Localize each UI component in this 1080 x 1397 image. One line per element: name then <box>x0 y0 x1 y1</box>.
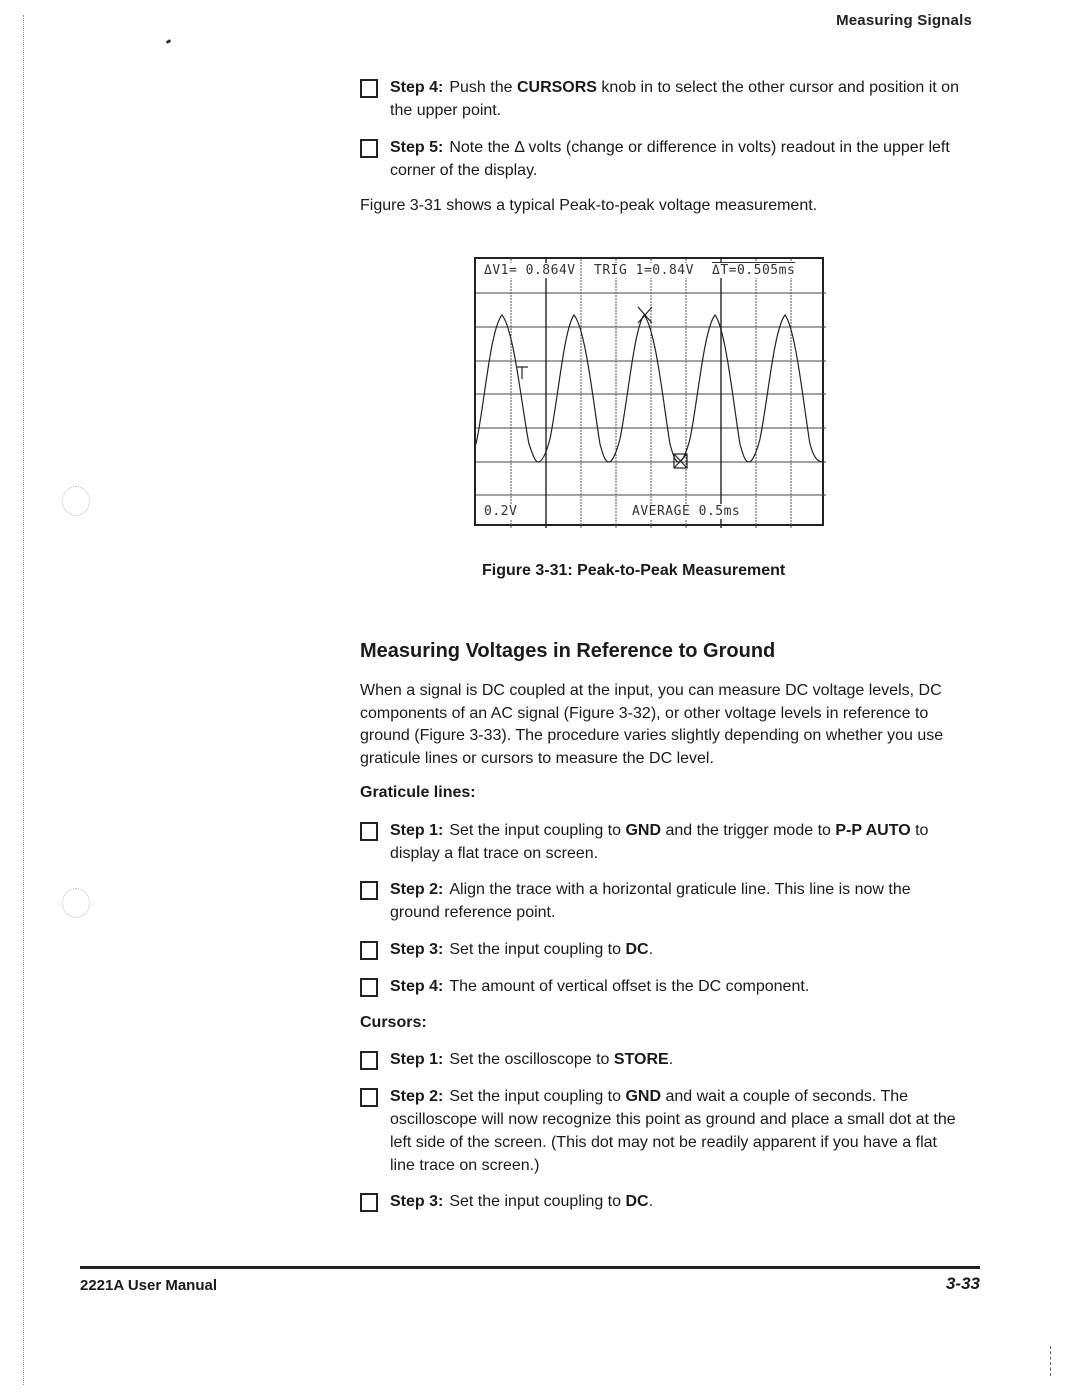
step-text: to display a flat trace on screen. <box>390 822 929 862</box>
step-text: Push the <box>449 79 517 96</box>
checkbox-icon[interactable] <box>360 1051 378 1070</box>
graticule-heading: Graticule lines: <box>360 784 476 801</box>
footer-rule <box>80 1266 980 1269</box>
step-text: Set the oscilloscope to <box>449 1051 614 1068</box>
checkbox-icon[interactable] <box>360 79 378 98</box>
checkbox-icon[interactable] <box>360 139 378 158</box>
manual-title: 2221A User Manual <box>80 1277 218 1294</box>
step-item <box>360 1085 960 1177</box>
step-item <box>360 1048 960 1071</box>
step-text: Set the input coupling to <box>449 1088 626 1105</box>
scan-mark <box>1050 1346 1052 1376</box>
acquisition-mode-readout: AVERAGE 0.5ms <box>632 504 741 519</box>
binder-hole-icon <box>62 486 90 516</box>
step-text: . <box>648 1193 654 1210</box>
volts-per-div-readout: 0.2V <box>484 504 518 519</box>
step-bold-text: DC <box>625 941 649 958</box>
step-text: Set the input coupling to <box>449 822 626 839</box>
checkbox-icon[interactable] <box>360 881 378 900</box>
section-intro: When a signal is DC coupled at the input, you can measure DC voltage levels, DC components of an AC signal (Figure 3-32), or other voltage levels in reference to ground (Figure 3-33). The procedure varies slightly depending on whether you use graticule lines or cursors to measure the DC level. <box>360 682 944 767</box>
checkbox-icon[interactable] <box>360 822 378 841</box>
step-label: Step 2: <box>390 1088 444 1105</box>
section-title: Measuring Voltages in Reference to Ground <box>360 640 776 662</box>
checkbox-icon[interactable] <box>360 1193 378 1212</box>
step-label: Step 4: <box>390 79 444 96</box>
step-text: Align the trace with a horizontal graticule line. This line is now the ground reference point. <box>390 881 911 921</box>
step-text: Set the input coupling to <box>449 1193 626 1210</box>
step-bold-text: GND <box>625 822 662 839</box>
step-text: . <box>648 941 654 958</box>
scan-speck <box>166 39 172 44</box>
figure-intro: Figure 3-31 shows a typical Peak-to-peak voltage measurement. <box>360 197 818 214</box>
step-bold-text: STORE <box>613 1051 669 1068</box>
step-item <box>360 938 960 961</box>
scope-waveform-graph <box>476 259 826 528</box>
step-item <box>360 975 960 998</box>
step-text: and wait a couple of seconds. The oscilloscope will now recognize this point as ground and place a small dot at the left side of the screen. (This dot may not be readily apparent if you have a flat line trace on screen.) <box>390 1088 956 1174</box>
step-text: . <box>668 1051 674 1068</box>
figure-caption: Figure 3-31: Peak-to-Peak Measurement <box>482 562 786 579</box>
oscilloscope-display-figure <box>474 257 824 526</box>
trigger-readout: TRIG 1=0.84V <box>594 263 694 278</box>
step-label: Step 1: <box>390 822 444 839</box>
step-label: Step 3: <box>390 941 444 958</box>
step-item <box>360 136 960 182</box>
step-item <box>360 76 960 122</box>
step-bold-text: GND <box>625 1088 662 1105</box>
delta-volts-readout: ΔV1= 0.864V <box>484 263 576 278</box>
step-bold-text: P-P AUTO <box>835 822 911 839</box>
step-text: Set the input coupling to <box>449 941 626 958</box>
cursors-heading: Cursors: <box>360 1014 427 1031</box>
running-head: Measuring Signals <box>836 12 972 29</box>
step-item <box>360 878 960 924</box>
step-label: Step 3: <box>390 1193 444 1210</box>
step-bold-text: CURSORS <box>516 79 597 96</box>
checkbox-icon[interactable] <box>360 1088 378 1107</box>
checkbox-icon[interactable] <box>360 941 378 960</box>
step-label: Step 2: <box>390 881 444 898</box>
step-label: Step 5: <box>390 139 444 156</box>
step-bold-text: DC <box>625 1193 649 1210</box>
step-text: knob in to select the other cursor and position it on the upper point. <box>390 79 959 119</box>
delta-time-readout: ΔT=0.505ms <box>712 263 796 278</box>
step-label: Step 1: <box>390 1051 444 1068</box>
binder-hole-icon <box>62 888 90 918</box>
step-text: and the trigger mode to <box>661 822 836 839</box>
step-text: The amount of vertical offset is the DC component. <box>449 978 810 995</box>
step-item <box>360 1190 960 1213</box>
step-label: Step 4: <box>390 978 444 995</box>
step-text: Note the Δ volts (change or difference in volts) readout in the upper left corner of the display. <box>390 139 950 179</box>
page-number: 3-33 <box>945 1274 980 1293</box>
checkbox-icon[interactable] <box>360 978 378 997</box>
scan-edge-line <box>23 15 24 1385</box>
step-item <box>360 819 960 865</box>
